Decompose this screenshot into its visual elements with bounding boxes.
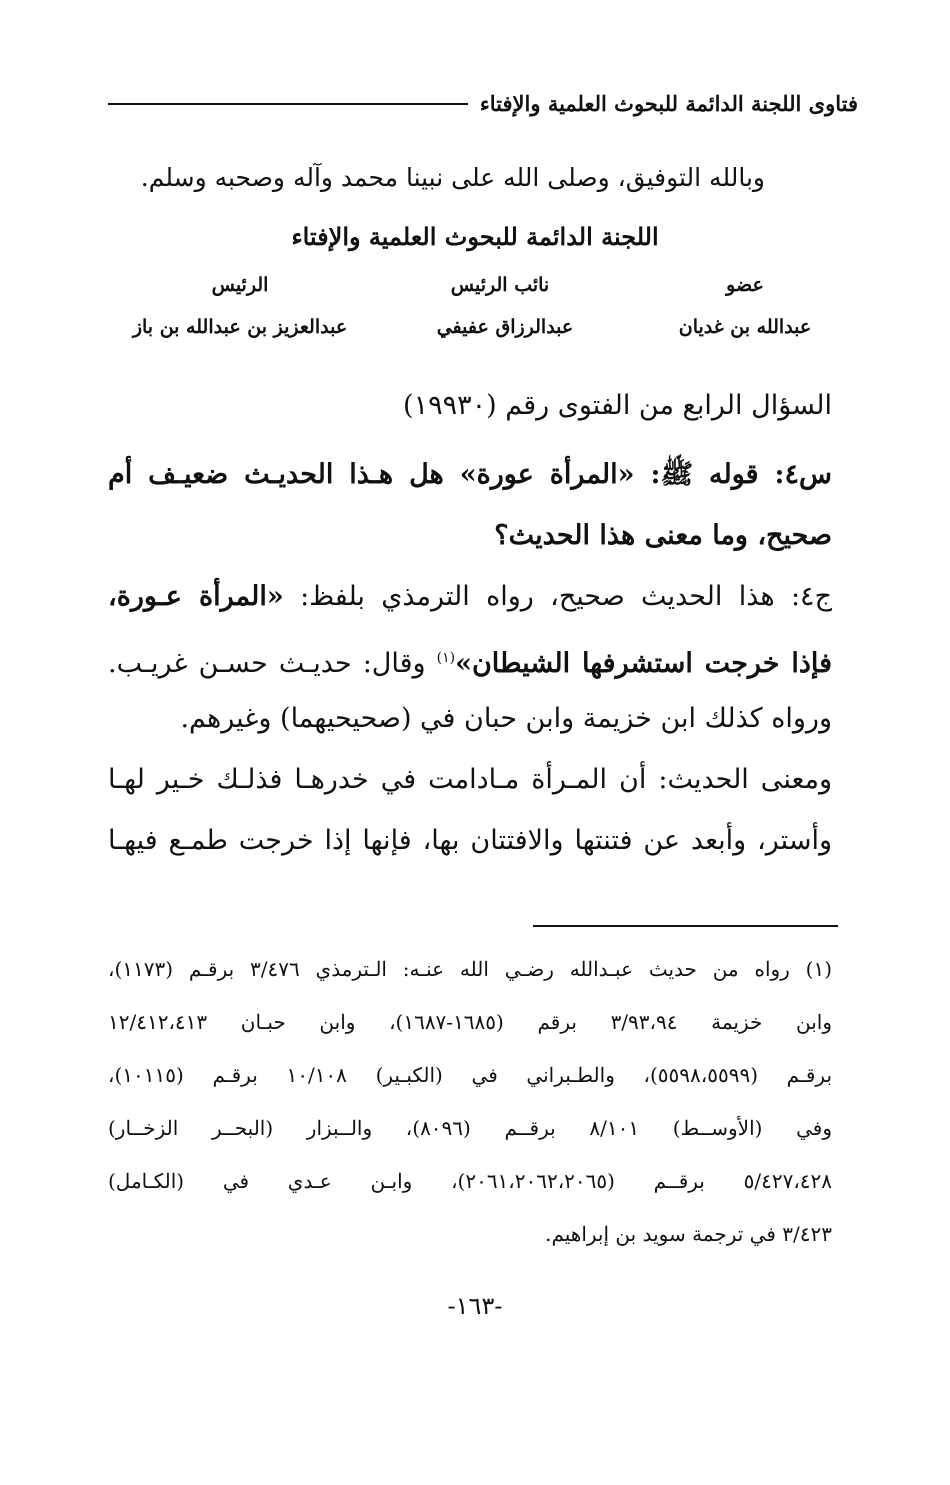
closing-line: وبالله التوفيق، وصلى الله على نبينا محمد وآله وصحبه وسلم. bbox=[140, 163, 765, 192]
answer-line-1-text: ج٤: هذا الحديث صحيح، رواه الترمذي بلفظ: bbox=[283, 581, 832, 612]
footnote-line-1: (١) رواه من حديث عبـدالله رضـي الله عنـه: الـترمذي ٣/٤٧٦ برقـم (١١٧٣)، bbox=[108, 957, 832, 981]
running-header bbox=[108, 88, 858, 118]
header-title: فتاوى اللجنة الدائمة للبحوث العلمية والإفتاء bbox=[479, 90, 858, 116]
answer-hadith-quote-start: «المرأة عـورة، bbox=[108, 581, 284, 612]
answer-line-5: وأستر، وأبعد عن فتنتها والافتتان بها، فإنها إذا خرجت طمـع فيهـا bbox=[108, 825, 832, 856]
question-number: السؤال الرابع من الفتوى رقم (١٩٩٣٠) bbox=[403, 390, 832, 421]
answer-line-4: ومعنى الحديث: أن المـرأة مـادامت في خدرهـا فذلـك خـير لهـا bbox=[108, 764, 832, 795]
header-rule bbox=[108, 103, 468, 105]
role-vice-president: نائب الرئيس bbox=[450, 274, 550, 296]
footnote-line-3: برقـم (٥٥٩٨،٥٥٩٩)، والطـبراني في (الكبـير) ١٠/١٠٨ برقـم (١٠١١٥)، bbox=[108, 1063, 833, 1087]
footnote-line-2: وابن خزيمة ٣/٩٣،٩٤ برقم (١٦٨٥-١٦٨٧)، وابن حبـان ١٢/٤١٢،٤١٣ bbox=[108, 1010, 832, 1034]
footnote-marker: (١) bbox=[436, 650, 456, 666]
name-member: عبدالله بن غديان bbox=[678, 316, 812, 338]
question-line-2: صحيح، وما معنى هذا الحديث؟ bbox=[494, 520, 832, 551]
committee-name: اللجنة الدائمة للبحوث العلمية والإفتاء bbox=[291, 222, 659, 251]
footnote-line-6: ٣/٤٢٣ في ترجمة سويد بن إبراهيم. bbox=[545, 1222, 832, 1246]
footnote-line-5: ٥/٤٢٧،٤٢٨ برقــم (٢٠٦١،٢٠٦٢،٢٠٦٥)، وابـن عـدي في (الكـامل) bbox=[108, 1169, 832, 1193]
answer-hadith-quote-end: فإذا خرجت استشرفها الشيطان» bbox=[455, 648, 832, 679]
page-number: -١٦٣- bbox=[447, 1292, 503, 1320]
role-president: الرئيس bbox=[211, 274, 269, 296]
answer-line-3: وروا‌ه كذلك ابن خزيمة وابن حبان في (صحيحيهما) وغيرهم. bbox=[180, 703, 832, 734]
signatory-names bbox=[130, 316, 812, 338]
role-member: عضو bbox=[726, 274, 764, 296]
name-vice-president: عبدالرزاق عفيفي bbox=[436, 316, 574, 338]
name-president: عبدالعزيز بن عبدالله بن باز bbox=[132, 316, 348, 338]
answer-line-1 bbox=[108, 577, 832, 617]
signatory-roles bbox=[130, 274, 800, 296]
answer-line-2 bbox=[108, 638, 832, 684]
footnote-separator bbox=[533, 925, 838, 927]
footnote-line-4: وفي (الأوســط) ٨/١٠١ برقــم (٨٠٩٦)، والــبزار (البحــر الزخــار) bbox=[108, 1116, 833, 1140]
answer-line-2-text: وقال: حديـث حسـن غريـب. bbox=[108, 648, 437, 679]
question-line-1: س٤: قوله ﷺ: «المرأة عورة» هل هـذا الحديـث ضعيـف أم bbox=[108, 459, 832, 490]
